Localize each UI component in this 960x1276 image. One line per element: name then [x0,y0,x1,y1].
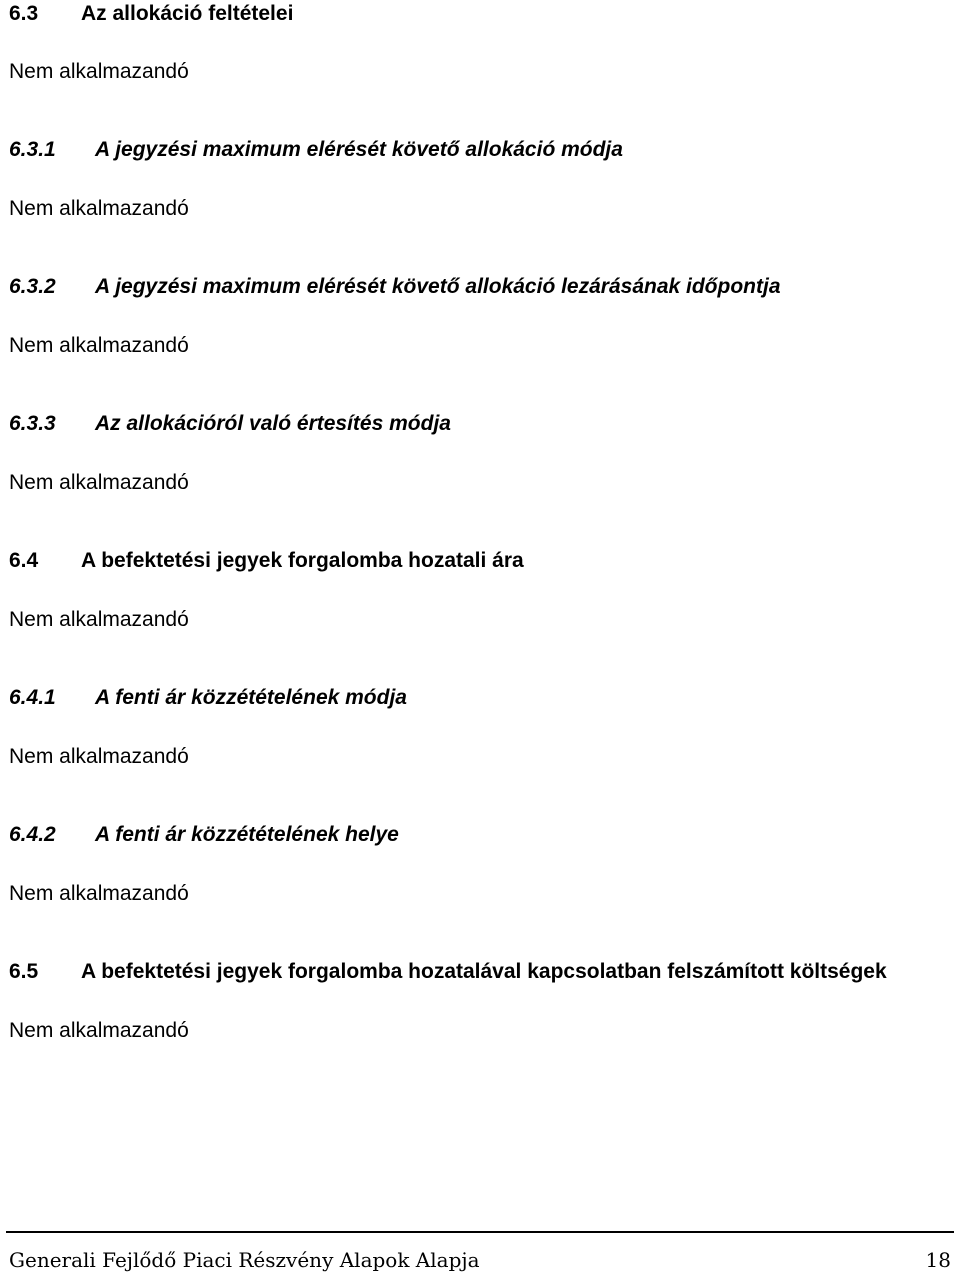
section-number: 6.3.1 [9,138,56,161]
section-body-6-3-3: Nem alkalmazandó [9,471,189,494]
section-heading-6-3-1 [9,137,623,163]
section-number: 6.5 [9,960,39,983]
footer-document-title: Generali Fejlődő Piaci Részvény Alapok Alapja [9,1248,480,1272]
section-title: A jegyzési maximum elérését követő allokáció lezárásának időpontja [95,275,781,298]
section-number: 6.3 [9,2,39,25]
section-number: 6.4 [9,549,39,572]
section-title: A fenti ár közzétételének módja [95,686,407,709]
section-body-6-4: Nem alkalmazandó [9,608,189,631]
section-title: A befektetési jegyek forgalomba hozatalával kapcsolatban felszámított költségek [81,960,887,983]
section-heading-6-3-3 [9,411,451,437]
section-number: 6.3.2 [9,275,56,298]
section-number: 6.3.3 [9,412,56,435]
section-title: Az allokáció feltételei [81,2,294,25]
section-body-6-3-2: Nem alkalmazandó [9,334,189,357]
section-title: A befektetési jegyek forgalomba hozatali ára [81,549,524,572]
section-heading-6-4-2 [9,822,399,848]
section-title: A jegyzési maximum elérését követő allokáció módja [95,138,623,161]
section-heading-6-3-2 [9,274,781,300]
section-number: 6.4.1 [9,686,56,709]
section-body-6-3: Nem alkalmazandó [9,60,189,83]
section-body-6-3-1: Nem alkalmazandó [9,197,189,220]
section-body-6-4-1: Nem alkalmazandó [9,745,189,768]
section-heading-6-5 [9,959,887,985]
section-heading-6-4-1 [9,685,407,711]
section-title: A fenti ár közzétételének helye [95,823,399,846]
footer-page-number: 18 [925,1248,951,1272]
section-heading-6-3 [9,1,293,27]
section-body-6-4-2: Nem alkalmazandó [9,882,189,905]
section-body-6-5: Nem alkalmazandó [9,1019,189,1042]
section-heading-6-4 [9,548,524,574]
section-number: 6.4.2 [9,823,56,846]
footer-divider [6,1231,954,1233]
section-title: Az allokációról való értesítés módja [95,412,451,435]
